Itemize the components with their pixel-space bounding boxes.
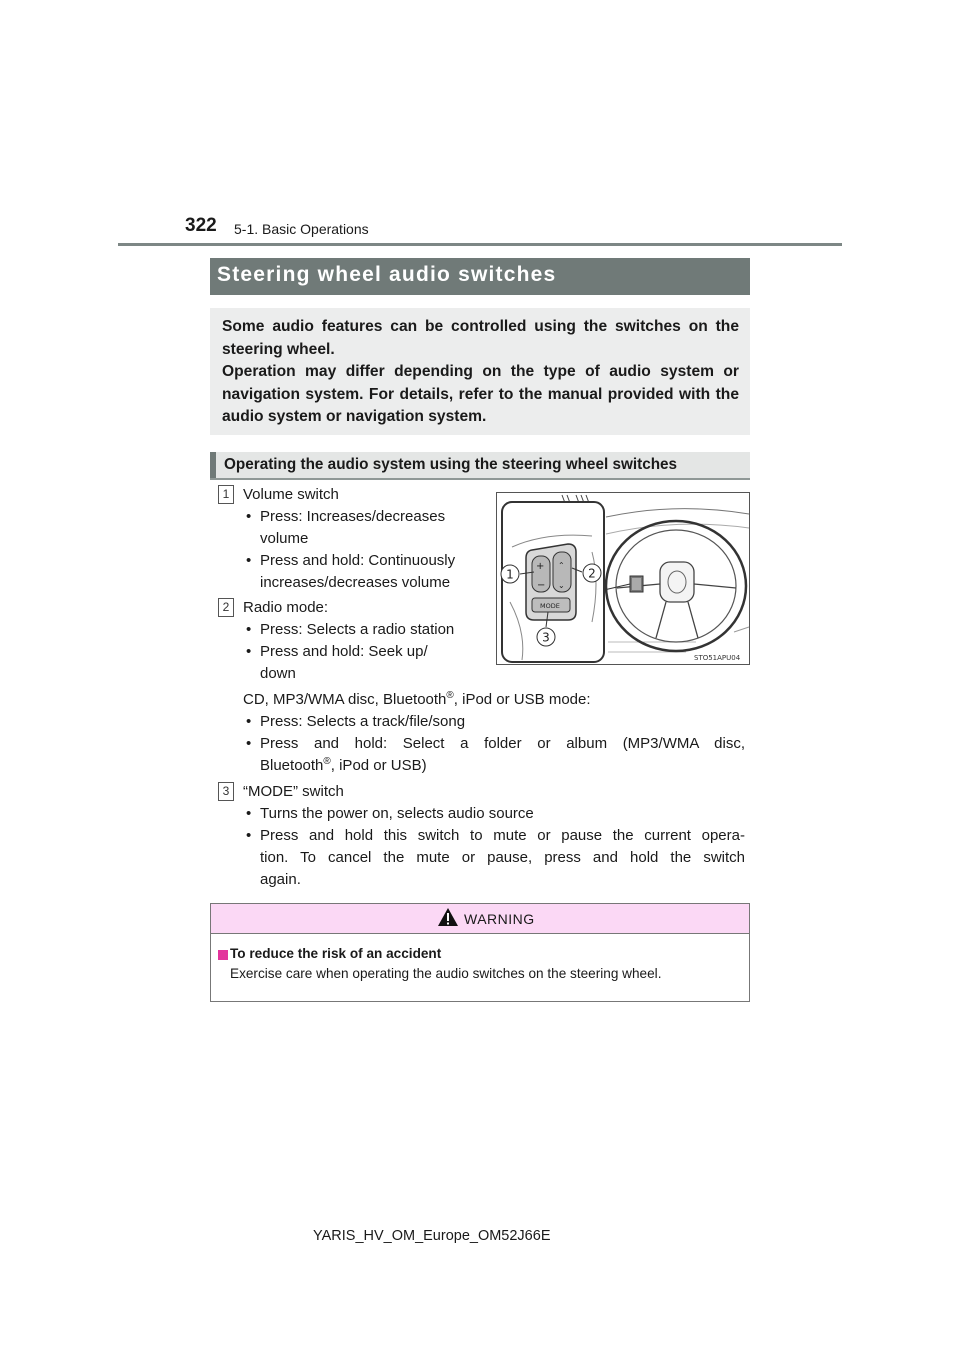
radio-bullet-press: • Press: Selects a radio station — [260, 619, 479, 641]
warning-text: Exercise care when operating the audio switches on the steering wheel. — [230, 966, 662, 981]
svg-text:+: + — [536, 561, 545, 572]
bullet-text-cont: Bluetooth®, iPod or USB) — [260, 756, 427, 774]
callout-3: 3 — [542, 630, 550, 645]
intro-box — [210, 308, 750, 435]
warning-header — [211, 904, 749, 934]
figure-code: STO51APU04 — [694, 654, 741, 662]
mode-bullet-mute: • Press and hold this switch to mute or pause the current opera- tion. To cancel the mute or pause, press and hold the switch again. — [260, 825, 745, 891]
bullet-text: Press: Selects a radio station — [260, 621, 455, 638]
volume-bullet-hold: • Press and hold: Continuously increases/decreases volume — [260, 550, 479, 594]
steering-wheel-drawing — [496, 492, 750, 665]
intro-line-2: Operation may differ depending on the type of audio system or navigation system. For details, refer to the manual provided with the audio system or navigation system. — [222, 363, 739, 425]
bullet-text: Press: Selects a track/file/song — [260, 713, 466, 730]
steering-wheel-illustration — [496, 492, 750, 665]
warning-heading: To reduce the risk of an accident — [230, 946, 442, 961]
warning-square-icon — [218, 950, 228, 960]
callout-2: 2 — [588, 566, 596, 581]
bullet-text-cont: volume — [260, 530, 309, 547]
page-number: 322 — [185, 215, 217, 236]
intro-line-1: Some audio features can be controlled using the switches on the steering wheel. — [222, 318, 739, 358]
bullet-text-cont: increases/decreases volume — [260, 574, 451, 591]
radio-bullet-hold: • Press and hold: Seek up/ down — [260, 641, 479, 685]
bullet-text-cont: again. — [260, 871, 301, 888]
bullet-text-cont: tion. To cancel the mute or pause, press and hold the switch — [260, 849, 745, 866]
item-number-2: 2 — [218, 598, 234, 617]
warning-label: WARNING — [464, 911, 535, 927]
mode-switch-title: “MODE” switch — [243, 783, 344, 800]
volume-bullet-press: • Press: Increases/decreases volume — [260, 506, 479, 550]
bullet-text: Press and hold: Select a folder or album (MP3/WMA disc, — [260, 735, 745, 752]
bullet-text: Press and hold: Seek up/ — [260, 643, 428, 660]
subsection-heading-text: Operating the audio system using the steering wheel switches — [224, 456, 678, 473]
radio-mode-title: Radio mode: — [243, 599, 329, 616]
callout-1: 1 — [506, 567, 514, 582]
page-title: Steering wheel audio switches — [210, 258, 750, 295]
warning-triangle-icon — [437, 907, 459, 927]
cd-bullet-press: • Press: Selects a track/file/song — [260, 711, 745, 733]
volume-switch-title: Volume switch — [243, 486, 339, 503]
bullet-text-cont: down — [260, 665, 296, 682]
item-number-1: 1 — [218, 485, 234, 504]
bullet-text: Press: Increases/decreases — [260, 508, 446, 525]
bullet-text: Press and hold: Continuously — [260, 552, 456, 569]
svg-text:−: − — [537, 580, 546, 591]
bullet-text: Press and hold this switch to mute or pause the current opera- — [260, 827, 745, 844]
mode-bullet-power: • Turns the power on, selects audio source — [260, 803, 745, 825]
cd-mode-title: CD, MP3/WMA disc, Bluetooth®, iPod or USB mode: — [243, 690, 591, 708]
svg-text:⌃: ⌃ — [558, 561, 565, 570]
cd-bullet-hold: • Press and hold: Select a folder or album (MP3/WMA disc, Bluetooth®, iPod or USB) — [260, 733, 745, 777]
subsection-heading — [210, 452, 750, 480]
footer-doc-id: YARIS_HV_OM_Europe_OM52J66E — [313, 1228, 551, 1244]
mode-label: MODE — [540, 602, 560, 610]
svg-text:⌄: ⌄ — [558, 581, 565, 590]
header-divider — [118, 243, 842, 246]
section-reference: 5-1. Basic Operations — [234, 221, 369, 237]
bullet-text: Turns the power on, selects audio source — [260, 805, 534, 822]
item-number-3: 3 — [218, 782, 234, 801]
warning-box — [210, 903, 750, 1002]
